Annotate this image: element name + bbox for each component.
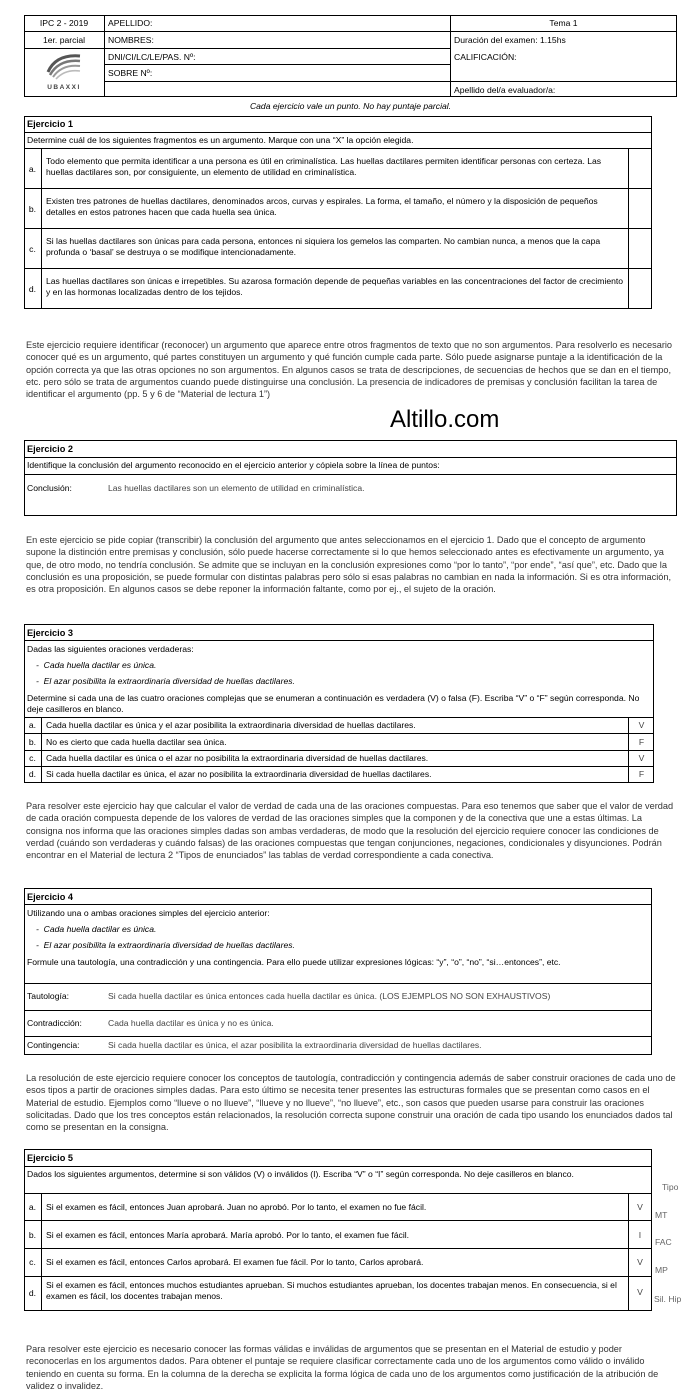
- ex3-row-letter: c.: [29, 753, 36, 763]
- ex5-tipo: MP: [655, 1265, 668, 1275]
- ex1-option-d-checkbox[interactable]: [629, 269, 651, 308]
- exercise-1-prompt: Determine cuál de los siguientes fragmentos es un argumento. Marque con una “X” la opción elegida.: [27, 135, 414, 145]
- exercise-1-explanation: Este ejercicio requiere identificar (reconocer) un argumento que aparece entre otros fragmentos de texto que no son argumentos. Para resolverlo es necesario conocer qué es un argumento, qué partes constituyen un argumento y qué función cumple cada parte. Sólo puede asignarse puntaje a la identificación de la opción correcta ya que las otras opciones no son argumentos. En algunos casos se trata de descripciones, de secuencias de hechos que se dan en el tiempo, etc. pero sólo se trata de argumentos cuando puede distinguirse una conclusión. La presencia de indicadores de premisas y conclusión facilitan la tarea de identificar el argumento (pp. 5 y 6 de “Material de lectura 1”): [26, 340, 673, 400]
- ex5-answer-box[interactable]: V: [637, 1257, 643, 1267]
- apellido-label: APELLIDO:: [108, 18, 153, 28]
- ex3-row-text: Cada huella dactilar es única y el azar posibilita la extraordinaria diversidad de huellas dactilares.: [46, 720, 416, 730]
- ex5-row-text: Si el examen es fácil, entonces muchos estudiantes aprueban. Si muchos estudiantes aprueban, los docentes trabajan menos. En consecuencia, si el examen es fácil, los docentes trabajan menos.: [46, 1280, 617, 1301]
- exercise-2-title: Ejercicio 2: [27, 444, 73, 454]
- contingencia-answer[interactable]: Si cada huella dactilar es única, el azar posibilita la extraordinaria diversidad de huellas dactilares.: [108, 1040, 482, 1050]
- ex5-tipo: MT: [655, 1210, 668, 1220]
- ex1-option-b-checkbox[interactable]: [629, 189, 651, 228]
- ex3-row-letter: d.: [28, 769, 37, 779]
- contradiccion-answer[interactable]: Cada huella dactilar es única y no es única.: [108, 1018, 274, 1028]
- logo-text: UBAXXI: [47, 84, 81, 91]
- ex1-option-text: Todo elemento que permita identificar a una persona es útil en criminalística. Las huellas dactilares permiten identificar personas con certeza. Las huellas dactilares son, por consiguiente, un elemento de utilidad en criminalística.: [46, 156, 602, 177]
- ex3-answer-box[interactable]: F: [638, 737, 645, 747]
- simple-sentence-text: El azar posibilita la extraordinaria diversidad de huellas dactilares.: [43, 676, 295, 686]
- ex3-answer-box[interactable]: F: [638, 769, 645, 779]
- sobre-label: SOBRE Nº:: [108, 68, 153, 78]
- simple-sentence-2: - El azar posibilita la extraordinaria diversidad de huellas dactilares.: [36, 940, 295, 950]
- ex5-tipo: Sil. Hip: [654, 1294, 682, 1304]
- ex5-row-letter: a.: [28, 1202, 37, 1212]
- simple-sentence-2: - El azar posibilita la extraordinaria diversidad de huellas dactilares.: [36, 676, 295, 686]
- exercise-5-explanation: Para resolver este ejercicio es necesario conocer las formas válidas e inválidas de argumentos que se presentan en el Material de estudio y poder reconocerlas en los argumentos dados. Para obtener el puntaje se requiere clasificar correctamente cada uno de los argumentos como válido o inválido teniendo en cuenta su forma. En la columna de la derecha se explicita la forma lógica de cada uno de los argumentos como justificación de la atribución de validez o invalidez.: [26, 1344, 659, 1391]
- evaluador-label: Apellido del/a evaluador/a:: [454, 85, 556, 95]
- ex3-row-text: Cada huella dactilar es única o el azar no posibilita la extraordinaria diversidad de huellas dactilares.: [46, 753, 429, 763]
- ex1-option-letter: a.: [28, 164, 37, 174]
- ex1-option-text: Existen tres patrones de huellas dactilares, denominados arcos, curvas y espirales. La forma, el tamaño, el número y la disposición de pequeños detalles en estos patrones hacen que cada huella sea única.: [46, 196, 598, 217]
- ex1-option-letter: d.: [28, 284, 37, 294]
- tautologia-label: Tautología:: [27, 991, 70, 1001]
- ex1-option-c-checkbox[interactable]: [629, 229, 651, 268]
- ex5-row-text: Si el examen es fácil, entonces María aprobará. María aprobó. Por lo tanto, el examen fue fácil.: [46, 1230, 410, 1240]
- tipo-header: Tipo: [662, 1182, 679, 1192]
- ex5-row-letter: d.: [28, 1288, 37, 1298]
- ex3-answer-box[interactable]: V: [638, 753, 645, 763]
- ex3-answer-box[interactable]: V: [638, 720, 645, 730]
- exam-label: 1er. parcial: [42, 35, 86, 45]
- ex5-row-text: Si el examen es fácil, entonces Juan aprobará. Juan no aprobó. Por lo tanto, el examen no fue fácil.: [46, 1202, 427, 1212]
- duracion-label: Duración del examen: 1.15hs: [454, 35, 566, 45]
- exercise-2-prompt: Identifique la conclusión del argumento reconocido en el ejercicio anterior y cópiela sobre la línea de puntos:: [27, 460, 440, 470]
- exercise-5-title: Ejercicio 5: [27, 1153, 73, 1163]
- exercise-3-intro: Dadas las siguientes oraciones verdaderas:: [27, 644, 194, 654]
- ex3-row-text: Si cada huella dactilar es única, el azar no posibilita la extraordinaria diversidad de huellas dactilares.: [46, 769, 432, 779]
- simple-sentence-1: - Cada huella dactilar es única.: [36, 924, 157, 934]
- simple-sentence-text: El azar posibilita la extraordinaria diversidad de huellas dactilares.: [43, 940, 295, 950]
- course-label: IPC 2 - 2019: [39, 18, 89, 28]
- ex3-row-letter: a.: [28, 720, 37, 730]
- ex5-tipo: FAC: [655, 1237, 672, 1247]
- tema-label: Tema 1: [549, 18, 578, 28]
- ex5-row-text: Si el examen es fácil, entonces Carlos aprobará. El examen fue fácil. Por lo tanto, Carlos aprobará.: [46, 1257, 424, 1267]
- exercise-3-title: Ejercicio 3: [27, 628, 73, 638]
- exercise-1-title: Ejercicio 1: [27, 119, 73, 129]
- ex5-row-letter: c.: [29, 1257, 36, 1267]
- contingencia-label: Contingencia:: [27, 1040, 80, 1050]
- exercise-4-explanation: La resolución de este ejercicio requiere conocer los conceptos de tautología, contradicción y contingencia además de saber construir oraciones de cada uno de esos tipos a partir de oraciones simples dadas. Para esto último se necesita tener presentes las estructuras formales que se presentan como casos en el Material de estudio. Ejemplos como “llueve o no llueve”, “llueve y no llueve”, “no llueve”, etc., son casos que pueden usarse para construir las oraciones solicitadas. Dado que los tres conceptos están relacionados, la resolución correcta supone construir una oración de cada tipo usando los enunciados dados tal como se presentan en la consigna.: [26, 1073, 676, 1133]
- ex5-answer-box[interactable]: V: [637, 1202, 643, 1212]
- ex3-row-letter: b.: [28, 737, 37, 747]
- ex1-option-letter: c.: [29, 244, 36, 254]
- ex5-answer-box[interactable]: V: [637, 1287, 643, 1297]
- ex1-option-text: Si las huellas dactilares son únicas para cada persona, entonces ni siquiera los gemelos las comparten. No cambian nunca, a menos que la capa profunda o ‘basal’ se destruya o se modifique intencionadamente.: [46, 236, 601, 257]
- dni-label: DNI/CI/LC/LE/PAS. Nº:: [108, 52, 196, 62]
- ex1-option-a-checkbox[interactable]: [629, 149, 651, 188]
- simple-sentence-text: Cada huella dactilar es única.: [43, 924, 157, 934]
- ex5-answer-box[interactable]: I: [638, 1230, 642, 1240]
- scoring-note: Cada ejercicio vale un punto. No hay puntaje parcial.: [249, 101, 452, 111]
- ex1-option-text: Las huellas dactilares son únicas e irrepetibles. Su azarosa formación depende de pequeñas variables en las concentraciones del factor de crecimiento y en las hormonas localizadas dentro de los tejidos.: [46, 276, 624, 297]
- exercise-3-explanation: Para resolver este ejercicio hay que calcular el valor de verdad de cada una de las oraciones compuestas. Para eso tenemos que saber que el valor de verdad de cada oración compuesta depende de los valores de verdad de las oraciones simples que la componen y de la conectiva que une a estas últimas. La consigna nos informa que las oraciones simples dadas son ambas verdaderas, de modo que la resolución del ejercicio requiere conocer las condiciones de verdad (cuándo son verdaderas y cuándo falsas) de las oraciones compuestas que tengan conjunciones, negaciones, condicionales y disyunciones. Podrán encontrar en el Material de lectura 2 “Tipos de enunciados” las tablas de verdad correspondiente a cada conectiva.: [26, 801, 674, 861]
- watermark: Altillo.com: [390, 406, 500, 433]
- exercise-3-prompt: Determine si cada una de las cuatro oraciones complejas que se enumeran a continuación es verdadera (V) o falsa (F). Escriba “V” o “F” según corresponda. No deje casilleros en blanco.: [27, 693, 640, 714]
- exercise-4-intro: Utilizando una o ambas oraciones simples del ejercicio anterior:: [27, 908, 270, 918]
- ex3-row-text: No es cierto que cada huella dactilar sea única.: [46, 737, 227, 747]
- tautologia-answer[interactable]: Si cada huella dactilar es única entonces cada huella dactilar es única. (LOS EJEMPLOS NO SON EXHAUSTIVOS): [108, 991, 551, 1001]
- ex5-row-letter: b.: [28, 1230, 37, 1240]
- conclusion-answer[interactable]: Las huellas dactilares son un elemento de utilidad en criminalística.: [108, 483, 365, 493]
- nombres-label: NOMBRES:: [108, 35, 154, 45]
- exercise-4-title: Ejercicio 4: [27, 892, 73, 902]
- calificacion-label: CALIFICACIÓN:: [454, 52, 517, 62]
- logo-mark-icon: [44, 50, 84, 80]
- exercise-5-prompt: Dados los siguientes argumentos, determine si son válidos (V) o inválidos (I). Escriba “V” o “I” según corresponda. No deje casilleros en blanco.: [27, 1169, 574, 1179]
- simple-sentence-1: - Cada huella dactilar es única.: [36, 660, 157, 670]
- exercise-4-prompt: Formule una tautología, una contradicción y una contingencia. Para ello puede utilizar expresiones lógicas: “y”, “o”, “no”, “si…entonces”, etc.: [27, 957, 561, 967]
- simple-sentence-text: Cada huella dactilar es única.: [43, 660, 157, 670]
- ex1-option-letter: b.: [28, 204, 37, 214]
- conclusion-label: Conclusión:: [27, 483, 72, 493]
- exercise-2-explanation: En este ejercicio se pide copiar (transcribir) la conclusión del argumento que antes seleccionamos en el ejercicio 1. Dado que el concepto de argumento supone la distinción entre premisas y conclusión, sólo puede hacerse correctamente si lo que hemos seleccionado antes es efectivamente un argumento, ya que, de otro modo, no tendría conclusión. Se admite que se incluyan en la conclusión expresiones como “por lo tanto”, “por ende”, “así que”, etc. Dado que la conclusión es una proposición, se puede formular con distintas palabras pero sólo si esas palabras no cambian en nada la información. Si es otra información, es otra proposición. En algunos casos se debe reponer la información faltante, como por ej., el sujeto de la oración.: [26, 535, 672, 595]
- contradiccion-label: Contradicción:: [27, 1018, 82, 1028]
